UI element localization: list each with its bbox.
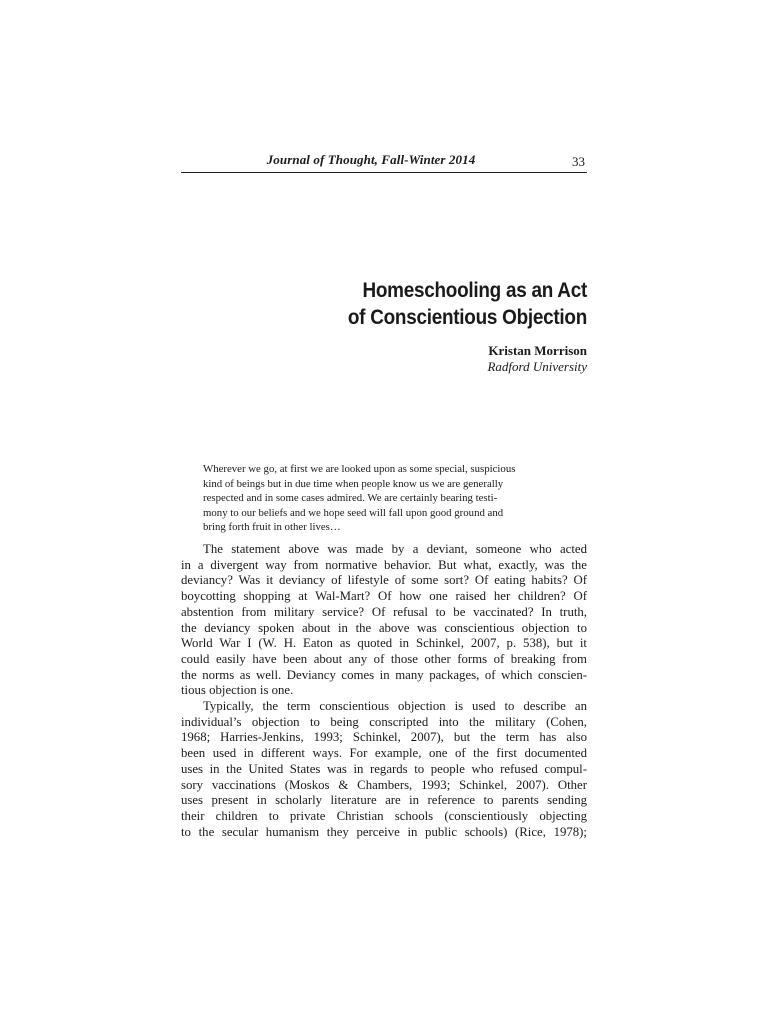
text-line: could easily have been about any of those other forms of breaking from bbox=[181, 651, 587, 666]
running-head bbox=[181, 152, 587, 170]
text-line: 1968; Harries-Jenkins, 1993; Schinkel, 2007), but the term has also bbox=[181, 730, 587, 745]
text-line: tious objection is one. bbox=[181, 683, 294, 698]
text-line: sory vaccinations (Moskos & Chambers, 1993; Schinkel, 2007). Other bbox=[181, 777, 587, 792]
text-line: abstention from military service? Of refusal to be vaccinated? In truth, bbox=[181, 604, 587, 619]
journal-title: Journal of Thought, Fall-Winter 2014 bbox=[266, 152, 476, 167]
author-block bbox=[487, 343, 587, 375]
text-line: been used in different ways. For example, one of the first documented bbox=[181, 746, 587, 761]
text-line: their children to private Christian schools (conscientiously objecting bbox=[181, 808, 587, 823]
text-line: the deviancy spoken about in the above was conscientious objection to bbox=[181, 620, 587, 635]
text-line: individual’s objection to being conscripted into the military (Cohen, bbox=[181, 714, 587, 729]
epigraph-line: Wherever we go, at first we are looked upon as some special, suspicious bbox=[203, 463, 516, 475]
text-line: uses in the United States was in regards to people who refused compul- bbox=[181, 761, 587, 776]
text-line: The statement above was made by a deviant, someone who acted bbox=[203, 542, 587, 556]
author-affiliation: Radford University bbox=[487, 359, 587, 374]
page-number: 33 bbox=[572, 154, 585, 169]
paragraph-2 bbox=[181, 699, 587, 840]
body-text bbox=[181, 542, 587, 840]
epigraph-line: respected and in some cases admired. We are certainly bearing testi- bbox=[203, 492, 498, 505]
text-line: in a divergent way from normative behavior. But what, exactly, was the bbox=[181, 557, 587, 572]
text-line: Typically, the term conscientious objection is used to describe an bbox=[203, 699, 587, 714]
epigraph-line: kind of beings but in due time when people know us we are generally bbox=[203, 477, 504, 490]
epigraph-line: mony to our beliefs and we hope seed will fall upon good ground and bbox=[203, 506, 504, 519]
header-rule bbox=[181, 172, 587, 173]
text-line: World War I (W. H. Eaton as quoted in Schinkel, 2007, p. 538), but it bbox=[181, 636, 587, 651]
epigraph-line: bring forth fruit in other lives… bbox=[203, 521, 341, 534]
text-line: to the secular humanism they perceive in public schools) (Rice, 1978); bbox=[181, 824, 587, 839]
paragraph-1 bbox=[181, 542, 587, 699]
text-line: deviancy? Was it deviancy of lifestyle of some sort? Of eating habits? Of bbox=[181, 573, 587, 588]
title-line-1: Homeschooling as an Act bbox=[362, 278, 587, 302]
text-line: uses present in scholarly literature are in reference to parents sending bbox=[181, 793, 587, 808]
text-line: boycotting shopping at Wal-Mart? Of how one raised her children? Of bbox=[181, 589, 587, 604]
epigraph bbox=[203, 462, 569, 535]
text-line: the norms as well. Deviancy comes in many packages, of which conscien- bbox=[181, 667, 587, 682]
article-title bbox=[230, 277, 587, 331]
title-line-2: of Conscientious Objection bbox=[347, 305, 587, 329]
author-name: Kristan Morrison bbox=[488, 343, 587, 358]
